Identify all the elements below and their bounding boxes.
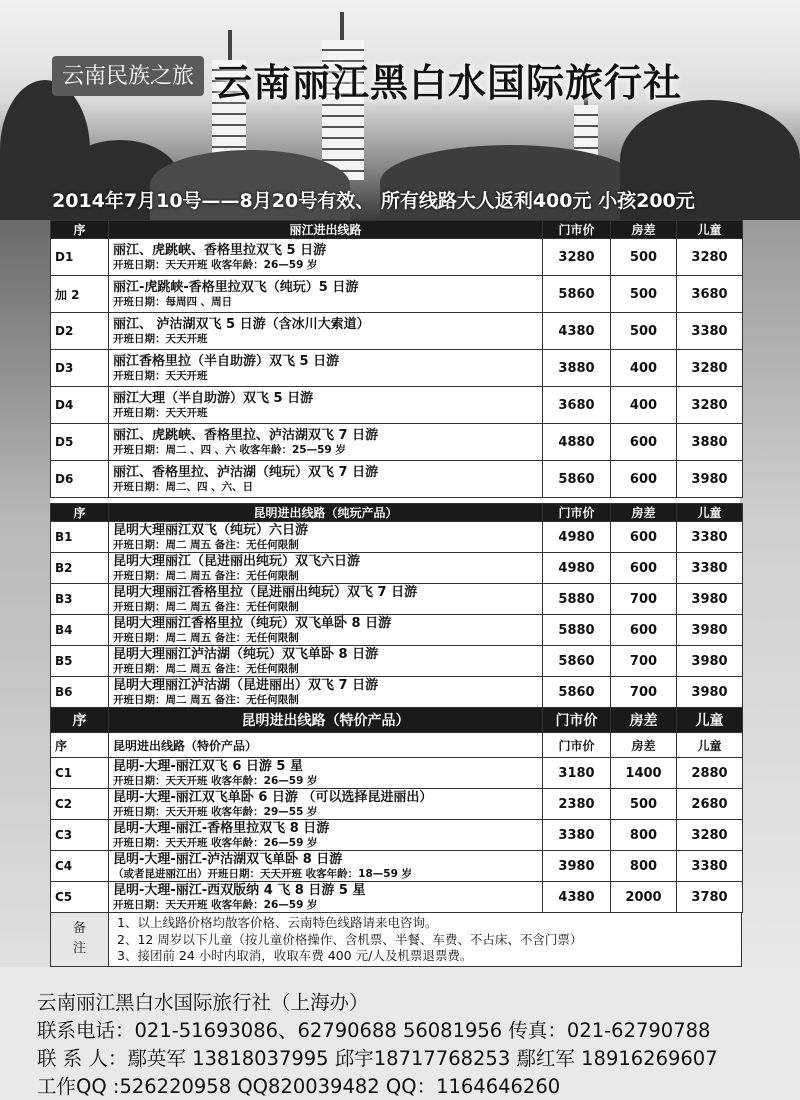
col-header: 门市价 (543, 504, 611, 522)
col-header: 儿童 (677, 708, 743, 733)
route-schedule: 开班日期：周二、四 、六、日 (113, 481, 254, 493)
market-price: 4880 (543, 424, 611, 461)
route-name: 昆明大理丽江双飞（纯玩）六日游 (113, 523, 309, 538)
route-name: 昆明-大理-丽江双飞单卧 6 日游 （可以选择昆进丽出） (113, 790, 433, 805)
child-price: 3880 (677, 424, 743, 461)
col-header: 房差 (611, 504, 677, 522)
route-cell (109, 758, 543, 789)
route-cell (109, 851, 543, 882)
market-price: 3180 (543, 758, 611, 789)
route-name: 昆明-大理-丽江-泸沽湖双飞单卧 8 日游 (113, 852, 343, 867)
kunming-special-routes-table (50, 707, 743, 913)
notes-label-char: 备 (72, 921, 86, 936)
note-line: 3、接团前 24 小时内取消，收取车费 400 元/人及机票退票费。 (117, 948, 473, 963)
route-cell (109, 350, 543, 387)
route-name: 丽江香格里拉（半自助游）双飞 5 日游 (113, 354, 340, 369)
child-price: 3280 (677, 820, 743, 851)
route-name: 丽江-虎跳峡-香格里拉双飞（纯玩）5 日游 (113, 280, 359, 295)
subheader-cell: 序 (51, 733, 109, 758)
col-header: 房差 (611, 221, 677, 239)
subheader-cell: 门市价 (543, 733, 611, 758)
notes-label (51, 913, 109, 966)
route-cell (109, 820, 543, 851)
room-supplement: 2000 (611, 882, 677, 913)
office-name: 云南丽江黑白水国际旅行社（上海办） (37, 991, 369, 1014)
agency-title: 云南丽江黑白水国际旅行社 (214, 61, 683, 105)
room-supplement: 600 (611, 424, 677, 461)
note-line: 1、以上线路价格均散客价格、云南特色线路请来电咨询。 (117, 915, 438, 930)
child-price: 3980 (677, 584, 743, 615)
market-price: 4380 (543, 882, 611, 913)
col-header: 儿童 (677, 504, 743, 522)
market-price: 5880 (543, 615, 611, 646)
market-price: 2380 (543, 789, 611, 820)
route-cell (109, 882, 543, 913)
subheader-cell: 昆明进出线路（特价产品） (109, 733, 543, 758)
room-supplement: 800 (611, 851, 677, 882)
market-price: 4980 (543, 522, 611, 553)
route-cell (109, 522, 543, 553)
room-supplement: 500 (611, 789, 677, 820)
route-code: B3 (51, 584, 109, 615)
route-row (51, 820, 743, 851)
route-schedule: 开班日期：天天开班 收客年龄：26—59 岁 (113, 259, 318, 271)
route-row (51, 584, 743, 615)
room-supplement: 600 (611, 553, 677, 584)
route-row (51, 553, 743, 584)
route-code: B2 (51, 553, 109, 584)
table-header (51, 708, 743, 733)
child-price: 3380 (677, 553, 743, 584)
col-header: 昆明进出线路（纯玩产品） (109, 504, 543, 522)
kunming-pure-routes-table (50, 503, 743, 708)
qq-line: 工作QQ :526220958 QQ820039482 QQ：1164646260 (37, 1075, 561, 1098)
col-header: 序 (51, 504, 109, 522)
market-price: 5860 (543, 276, 611, 313)
route-name: 昆明-大理-丽江-西双版纳 4 飞 8 日游 5 星 (113, 883, 366, 898)
notes-lines (117, 915, 582, 965)
child-price: 3980 (677, 615, 743, 646)
route-schedule: 开班日期：天天开班 收客年龄：29—55 岁 (113, 806, 318, 818)
child-price: 2680 (677, 789, 743, 820)
route-schedule: 开班日期：周二 周五 备注：无任何限制 (113, 601, 299, 613)
col-header: 序 (51, 221, 109, 239)
col-header: 昆明进出线路（特价产品） (109, 708, 543, 733)
route-name: 丽江、香格里拉、泸沽湖（纯玩）双飞 7 日游 (113, 465, 379, 480)
market-price: 3280 (543, 239, 611, 276)
room-supplement: 500 (611, 313, 677, 350)
col-header: 门市价 (543, 221, 611, 239)
route-code: B6 (51, 677, 109, 708)
route-name: 丽江大理（半自助游）双飞 5 日游 (113, 391, 314, 406)
route-code: C1 (51, 758, 109, 789)
route-code: D4 (51, 387, 109, 424)
hero-banner (0, 0, 800, 220)
route-cell (109, 239, 543, 276)
route-row (51, 313, 743, 350)
route-schedule: 开班日期：周二 周五 备注：无任何限制 (113, 570, 299, 582)
col-header: 儿童 (677, 221, 743, 239)
market-price: 5880 (543, 584, 611, 615)
route-schedule: 开班日期：天天开班 (113, 370, 208, 382)
route-name: 丽江、虎跳峡、香格里拉双飞 5 日游 (113, 243, 327, 258)
route-name: 昆明大理丽江香格里拉（昆进丽出纯玩）双飞 7 日游 (113, 585, 418, 600)
route-row (51, 461, 743, 498)
route-cell (109, 461, 543, 498)
child-price: 3380 (677, 522, 743, 553)
route-row (51, 387, 743, 424)
child-price: 3280 (677, 387, 743, 424)
route-schedule: 开班日期：周二 周五 备注：无任何限制 (113, 663, 299, 675)
col-header: 序 (51, 708, 109, 733)
route-cell (109, 553, 543, 584)
child-price: 3780 (677, 882, 743, 913)
route-row (51, 882, 743, 913)
child-price: 3280 (677, 239, 743, 276)
route-schedule: 开班日期：每周四 、周日 (113, 296, 233, 308)
subheader-cell: 儿童 (677, 733, 743, 758)
col-header: 丽江进出线路 (109, 221, 543, 239)
route-code: C5 (51, 882, 109, 913)
contact-footer (0, 967, 800, 1100)
route-code: D5 (51, 424, 109, 461)
route-schedule: 开班日期：周二 周五 备注：无任何限制 (113, 694, 299, 706)
note-line: 2、12 周岁以下儿童（按儿童价格操作、含机票、半餐、车费、不占床、不含门票） (117, 931, 583, 947)
child-price: 3280 (677, 350, 743, 387)
room-supplement: 600 (611, 461, 677, 498)
market-price: 5860 (543, 461, 611, 498)
route-cell (109, 789, 543, 820)
room-supplement: 500 (611, 276, 677, 313)
route-code: B5 (51, 646, 109, 677)
route-row (51, 239, 743, 276)
route-cell (109, 276, 543, 313)
notes-box (50, 912, 742, 967)
route-cell (109, 424, 543, 461)
market-price: 4980 (543, 553, 611, 584)
tour-badge: 云南民族之旅 (52, 56, 204, 96)
child-price: 3380 (677, 313, 743, 350)
room-supplement: 700 (611, 584, 677, 615)
table-header (51, 221, 743, 239)
route-name: 丽江、虎跳峡、香格里拉、泸沽湖双飞 7 日游 (113, 428, 379, 443)
route-schedule: 开班日期：周二 、四 、六 收客年龄：25—59 岁 (113, 444, 346, 456)
route-name: 昆明大理丽江香格里拉（纯玩）双飞单卧 8 日游 (113, 616, 392, 631)
side-decoration (0, 220, 50, 970)
route-row (51, 851, 743, 882)
route-cell (109, 677, 543, 708)
room-supplement: 600 (611, 522, 677, 553)
route-schedule: 开班日期：天天开班 (113, 333, 208, 345)
room-supplement: 400 (611, 387, 677, 424)
route-name: 昆明大理丽江泸沽湖（昆进丽出）双飞 7 日游 (113, 678, 379, 693)
market-price: 3680 (543, 387, 611, 424)
route-cell (109, 646, 543, 677)
route-code: D1 (51, 239, 109, 276)
contact-line: 联 系 人：鄢英军 13818037995 邱宇18717768253 鄢红军 18916269607 (37, 1047, 718, 1070)
route-code: C4 (51, 851, 109, 882)
room-supplement: 500 (611, 239, 677, 276)
notes-label-char: 注 (72, 941, 86, 956)
route-name: 昆明-大理-丽江-香格里拉双飞 8 日游 (113, 821, 330, 836)
route-schedule: 开班日期：天天开班 收客年龄：26—59 岁 (113, 775, 318, 787)
route-schedule: 开班日期：天天开班 收客年龄：26—59 岁 (113, 899, 318, 911)
route-code: D2 (51, 313, 109, 350)
route-row (51, 424, 743, 461)
route-code: B4 (51, 615, 109, 646)
route-row (51, 789, 743, 820)
route-code: B1 (51, 522, 109, 553)
route-schedule: 开班日期：天天开班 (113, 407, 208, 419)
col-header: 房差 (611, 708, 677, 733)
lijiang-routes-table (50, 220, 743, 498)
route-code: C3 (51, 820, 109, 851)
route-code: D3 (51, 350, 109, 387)
route-row (51, 677, 743, 708)
route-code: C2 (51, 789, 109, 820)
market-price: 3880 (543, 350, 611, 387)
subheader-cell: 房差 (611, 733, 677, 758)
pagoda-spire (340, 12, 344, 42)
route-cell (109, 584, 543, 615)
child-price: 2880 (677, 758, 743, 789)
market-price: 5860 (543, 677, 611, 708)
route-row (51, 615, 743, 646)
market-price: 3380 (543, 820, 611, 851)
route-row (51, 276, 743, 313)
col-header: 门市价 (543, 708, 611, 733)
side-decoration (740, 220, 800, 970)
market-price: 3980 (543, 851, 611, 882)
route-row (51, 646, 743, 677)
child-price: 3980 (677, 646, 743, 677)
route-cell (109, 615, 543, 646)
route-name: 昆明大理丽江泸沽湖（纯玩）双飞单卧 8 日游 (113, 647, 379, 662)
child-price: 3380 (677, 851, 743, 882)
route-cell (109, 313, 543, 350)
table-subheader (51, 733, 743, 758)
route-schedule: 开班日期：天天开班 收客年龄：26—59 岁 (113, 837, 318, 849)
route-schedule: （或者昆进丽江出）开班日期：天天开班 收客年龄：18—59 岁 (113, 868, 413, 880)
room-supplement: 800 (611, 820, 677, 851)
room-supplement: 700 (611, 677, 677, 708)
route-code: 加 2 (51, 276, 109, 313)
route-code: D6 (51, 461, 109, 498)
route-row (51, 350, 743, 387)
route-name: 昆明大理丽江（昆进丽出纯玩）双飞六日游 (113, 554, 361, 569)
route-name: 丽江、 泸沽湖双飞 5 日游（含冰川大索道） (113, 317, 370, 332)
route-name: 昆明-大理-丽江双飞 6 日游 5 星 (113, 759, 303, 774)
child-price: 3680 (677, 276, 743, 313)
child-price: 3980 (677, 461, 743, 498)
market-price: 5860 (543, 646, 611, 677)
room-supplement: 700 (611, 646, 677, 677)
route-schedule: 开班日期：周二 周五 备注：无任何限制 (113, 539, 299, 551)
room-supplement: 600 (611, 615, 677, 646)
table-header (51, 504, 743, 522)
route-row (51, 522, 743, 553)
phone-line: 联系电话：021-51693086、62790688 56081956 传真：021-62790788 (37, 1019, 711, 1042)
route-schedule: 开班日期：周二 周五 备注：无任何限制 (113, 632, 299, 644)
room-supplement: 400 (611, 350, 677, 387)
route-cell (109, 387, 543, 424)
promo-text: 2014年7月10号——8月20号有效、 所有线路大人返利400元 小孩200元 (52, 190, 695, 212)
route-row (51, 758, 743, 789)
room-supplement: 1400 (611, 758, 677, 789)
child-price: 3980 (677, 677, 743, 708)
market-price: 4380 (543, 313, 611, 350)
